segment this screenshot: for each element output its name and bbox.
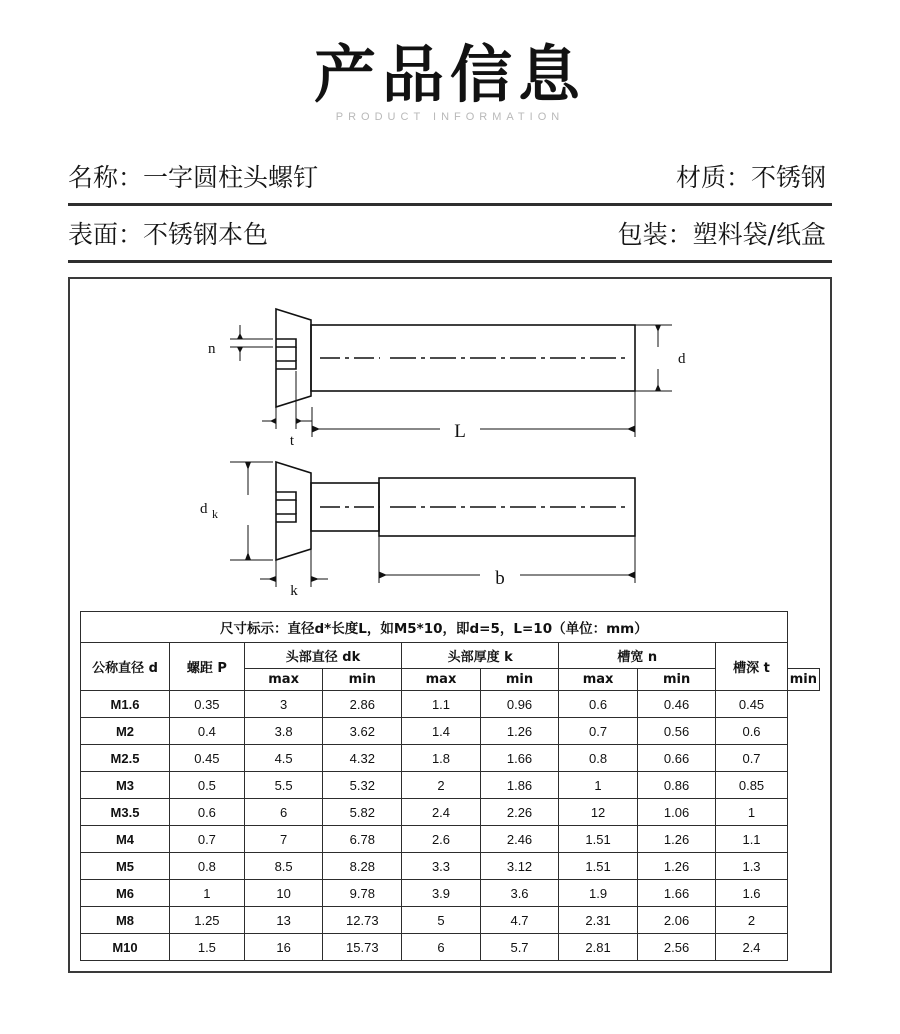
cell-nominal-diameter: M5	[81, 853, 170, 880]
cell-nominal-diameter: M2	[81, 718, 170, 745]
header-slot-depth: 槽深 t	[716, 643, 787, 691]
cell-k-min: 1.86	[480, 772, 558, 799]
cell-n-max: 2.81	[559, 934, 638, 961]
cell-k-max: 1.1	[402, 691, 481, 718]
label-L: L	[454, 421, 466, 443]
cell-nominal-diameter: M3	[81, 772, 170, 799]
cell-n-max: 1	[559, 772, 638, 799]
header-slot-width: 槽宽 n	[559, 643, 716, 669]
title-block	[0, 0, 900, 123]
cell-dk-min: 5.82	[323, 799, 402, 826]
cell-n-min: 0.86	[637, 772, 715, 799]
cell-n-max: 1.51	[559, 826, 638, 853]
subheader-dk-min: min	[323, 669, 402, 691]
cell-dk-min: 3.62	[323, 718, 402, 745]
product-packaging: 包装：塑料袋/纸盒	[617, 220, 826, 250]
subheader-n-min: min	[637, 669, 715, 691]
cell-dk-max: 13	[244, 907, 323, 934]
header-nominal-diameter: 公称直径 d	[81, 643, 170, 691]
subheader-t-min: min	[787, 669, 819, 691]
cell-dk-max: 3	[244, 691, 323, 718]
label-k: k	[290, 583, 298, 600]
cell-pitch: 0.6	[169, 799, 244, 826]
table-row	[81, 718, 820, 745]
product-material: 材质：不锈钢	[675, 163, 826, 193]
cell-dk-min: 9.78	[323, 880, 402, 907]
cell-k-max: 3.3	[402, 853, 481, 880]
cell-k-min: 2.26	[480, 799, 558, 826]
info-section	[68, 149, 832, 263]
cell-nominal-diameter: M3.5	[81, 799, 170, 826]
header-head-diameter: 头部直径 dk	[244, 643, 401, 669]
cell-t-min: 0.85	[716, 772, 787, 799]
table-caption: 尺寸标示：直径d*长度L，如M5*10，即d=5，L=10（单位：mm）	[81, 612, 788, 643]
cell-dk-max: 6	[244, 799, 323, 826]
cell-k-max: 1.4	[402, 718, 481, 745]
cell-dk-min: 15.73	[323, 934, 402, 961]
cell-pitch: 0.5	[169, 772, 244, 799]
cell-k-max: 6	[402, 934, 481, 961]
cell-t-min: 0.45	[716, 691, 787, 718]
table-row	[81, 853, 820, 880]
cell-k-min: 3.12	[480, 853, 558, 880]
table-caption-row	[81, 612, 820, 643]
cell-t-min: 2	[716, 907, 787, 934]
cell-pitch: 0.35	[169, 691, 244, 718]
table-row	[81, 772, 820, 799]
cell-t-min: 1.6	[716, 880, 787, 907]
header-head-thickness: 头部厚度 k	[402, 643, 559, 669]
cell-n-min: 1.66	[637, 880, 715, 907]
cell-k-min: 4.7	[480, 907, 558, 934]
cell-dk-max: 4.5	[244, 745, 323, 772]
cell-n-max: 1.9	[559, 880, 638, 907]
table-row	[81, 799, 820, 826]
cell-n-min: 0.46	[637, 691, 715, 718]
cell-nominal-diameter: M6	[81, 880, 170, 907]
cell-pitch: 1	[169, 880, 244, 907]
page-subtitle: PRODUCT INFORMATION	[335, 111, 565, 124]
cell-k-min: 1.66	[480, 745, 558, 772]
screw-dimension-drawing	[80, 287, 820, 607]
cell-k-max: 2	[402, 772, 481, 799]
cell-t-min: 1.1	[716, 826, 787, 853]
cell-dk-min: 2.86	[323, 691, 402, 718]
cell-dk-max: 5.5	[244, 772, 323, 799]
cell-n-max: 1.51	[559, 853, 638, 880]
cell-k-min: 2.46	[480, 826, 558, 853]
cell-dk-max: 7	[244, 826, 323, 853]
cell-k-max: 2.6	[402, 826, 481, 853]
divider-2	[68, 260, 832, 263]
cell-dk-max: 16	[244, 934, 323, 961]
table-group-header-row	[81, 643, 820, 669]
label-d: d	[678, 351, 686, 368]
product-name: 名称：一字圆柱头螺钉	[68, 163, 319, 193]
label-n: n	[208, 341, 216, 358]
cell-n-max: 0.6	[559, 691, 638, 718]
label-t: t	[289, 433, 295, 450]
subheader-dk-max: max	[244, 669, 323, 691]
cell-dk-min: 12.73	[323, 907, 402, 934]
cell-k-min: 5.7	[480, 934, 558, 961]
table-row	[81, 907, 820, 934]
table-row	[81, 826, 820, 853]
cell-dk-min: 6.78	[323, 826, 402, 853]
cell-nominal-diameter: M2.5	[81, 745, 170, 772]
cell-pitch: 0.45	[169, 745, 244, 772]
cell-k-min: 3.6	[480, 880, 558, 907]
cell-k-max: 3.9	[402, 880, 481, 907]
cell-t-min: 1.3	[716, 853, 787, 880]
info-row-2	[68, 206, 832, 260]
label-dk-subscript: k	[212, 507, 218, 522]
subheader-k-max: max	[402, 669, 481, 691]
cell-nominal-diameter: M8	[81, 907, 170, 934]
cell-dk-min: 8.28	[323, 853, 402, 880]
subheader-k-min: min	[480, 669, 558, 691]
cell-pitch: 0.4	[169, 718, 244, 745]
cell-dk-min: 4.32	[323, 745, 402, 772]
cell-pitch: 0.7	[169, 826, 244, 853]
cell-k-max: 5	[402, 907, 481, 934]
info-row-1	[68, 149, 832, 203]
cell-n-max: 0.8	[559, 745, 638, 772]
cell-dk-max: 3.8	[244, 718, 323, 745]
cell-t-min: 1	[716, 799, 787, 826]
cell-nominal-diameter: M10	[81, 934, 170, 961]
cell-t-min: 0.6	[716, 718, 787, 745]
label-dk: d	[200, 501, 208, 518]
cell-k-min: 1.26	[480, 718, 558, 745]
cell-k-max: 1.8	[402, 745, 481, 772]
cell-nominal-diameter: M1.6	[81, 691, 170, 718]
cell-n-min: 1.26	[637, 853, 715, 880]
label-b: b	[495, 568, 505, 590]
header-pitch: 螺距 P	[169, 643, 244, 691]
specification-table	[80, 611, 820, 961]
table-row	[81, 880, 820, 907]
table-row	[81, 691, 820, 718]
table-body	[81, 691, 820, 961]
cell-dk-min: 5.32	[323, 772, 402, 799]
table-row	[81, 934, 820, 961]
cell-nominal-diameter: M4	[81, 826, 170, 853]
cell-n-min: 2.06	[637, 907, 715, 934]
product-surface: 表面：不锈钢本色	[68, 220, 269, 250]
cell-n-min: 0.56	[637, 718, 715, 745]
spec-panel	[68, 277, 832, 973]
cell-t-min: 0.7	[716, 745, 787, 772]
cell-k-min: 0.96	[480, 691, 558, 718]
cell-dk-max: 10	[244, 880, 323, 907]
cell-n-min: 2.56	[637, 934, 715, 961]
cell-n-max: 12	[559, 799, 638, 826]
cell-k-max: 2.4	[402, 799, 481, 826]
cell-n-max: 0.7	[559, 718, 638, 745]
table-row	[81, 745, 820, 772]
page-title: 产品信息	[313, 38, 586, 111]
cell-n-min: 0.66	[637, 745, 715, 772]
cell-pitch: 1.5	[169, 934, 244, 961]
cell-n-min: 1.06	[637, 799, 715, 826]
subheader-n-max: max	[559, 669, 638, 691]
cell-pitch: 0.8	[169, 853, 244, 880]
cell-pitch: 1.25	[169, 907, 244, 934]
cell-n-min: 1.26	[637, 826, 715, 853]
cell-dk-max: 8.5	[244, 853, 323, 880]
cell-t-min: 2.4	[716, 934, 787, 961]
cell-n-max: 2.31	[559, 907, 638, 934]
